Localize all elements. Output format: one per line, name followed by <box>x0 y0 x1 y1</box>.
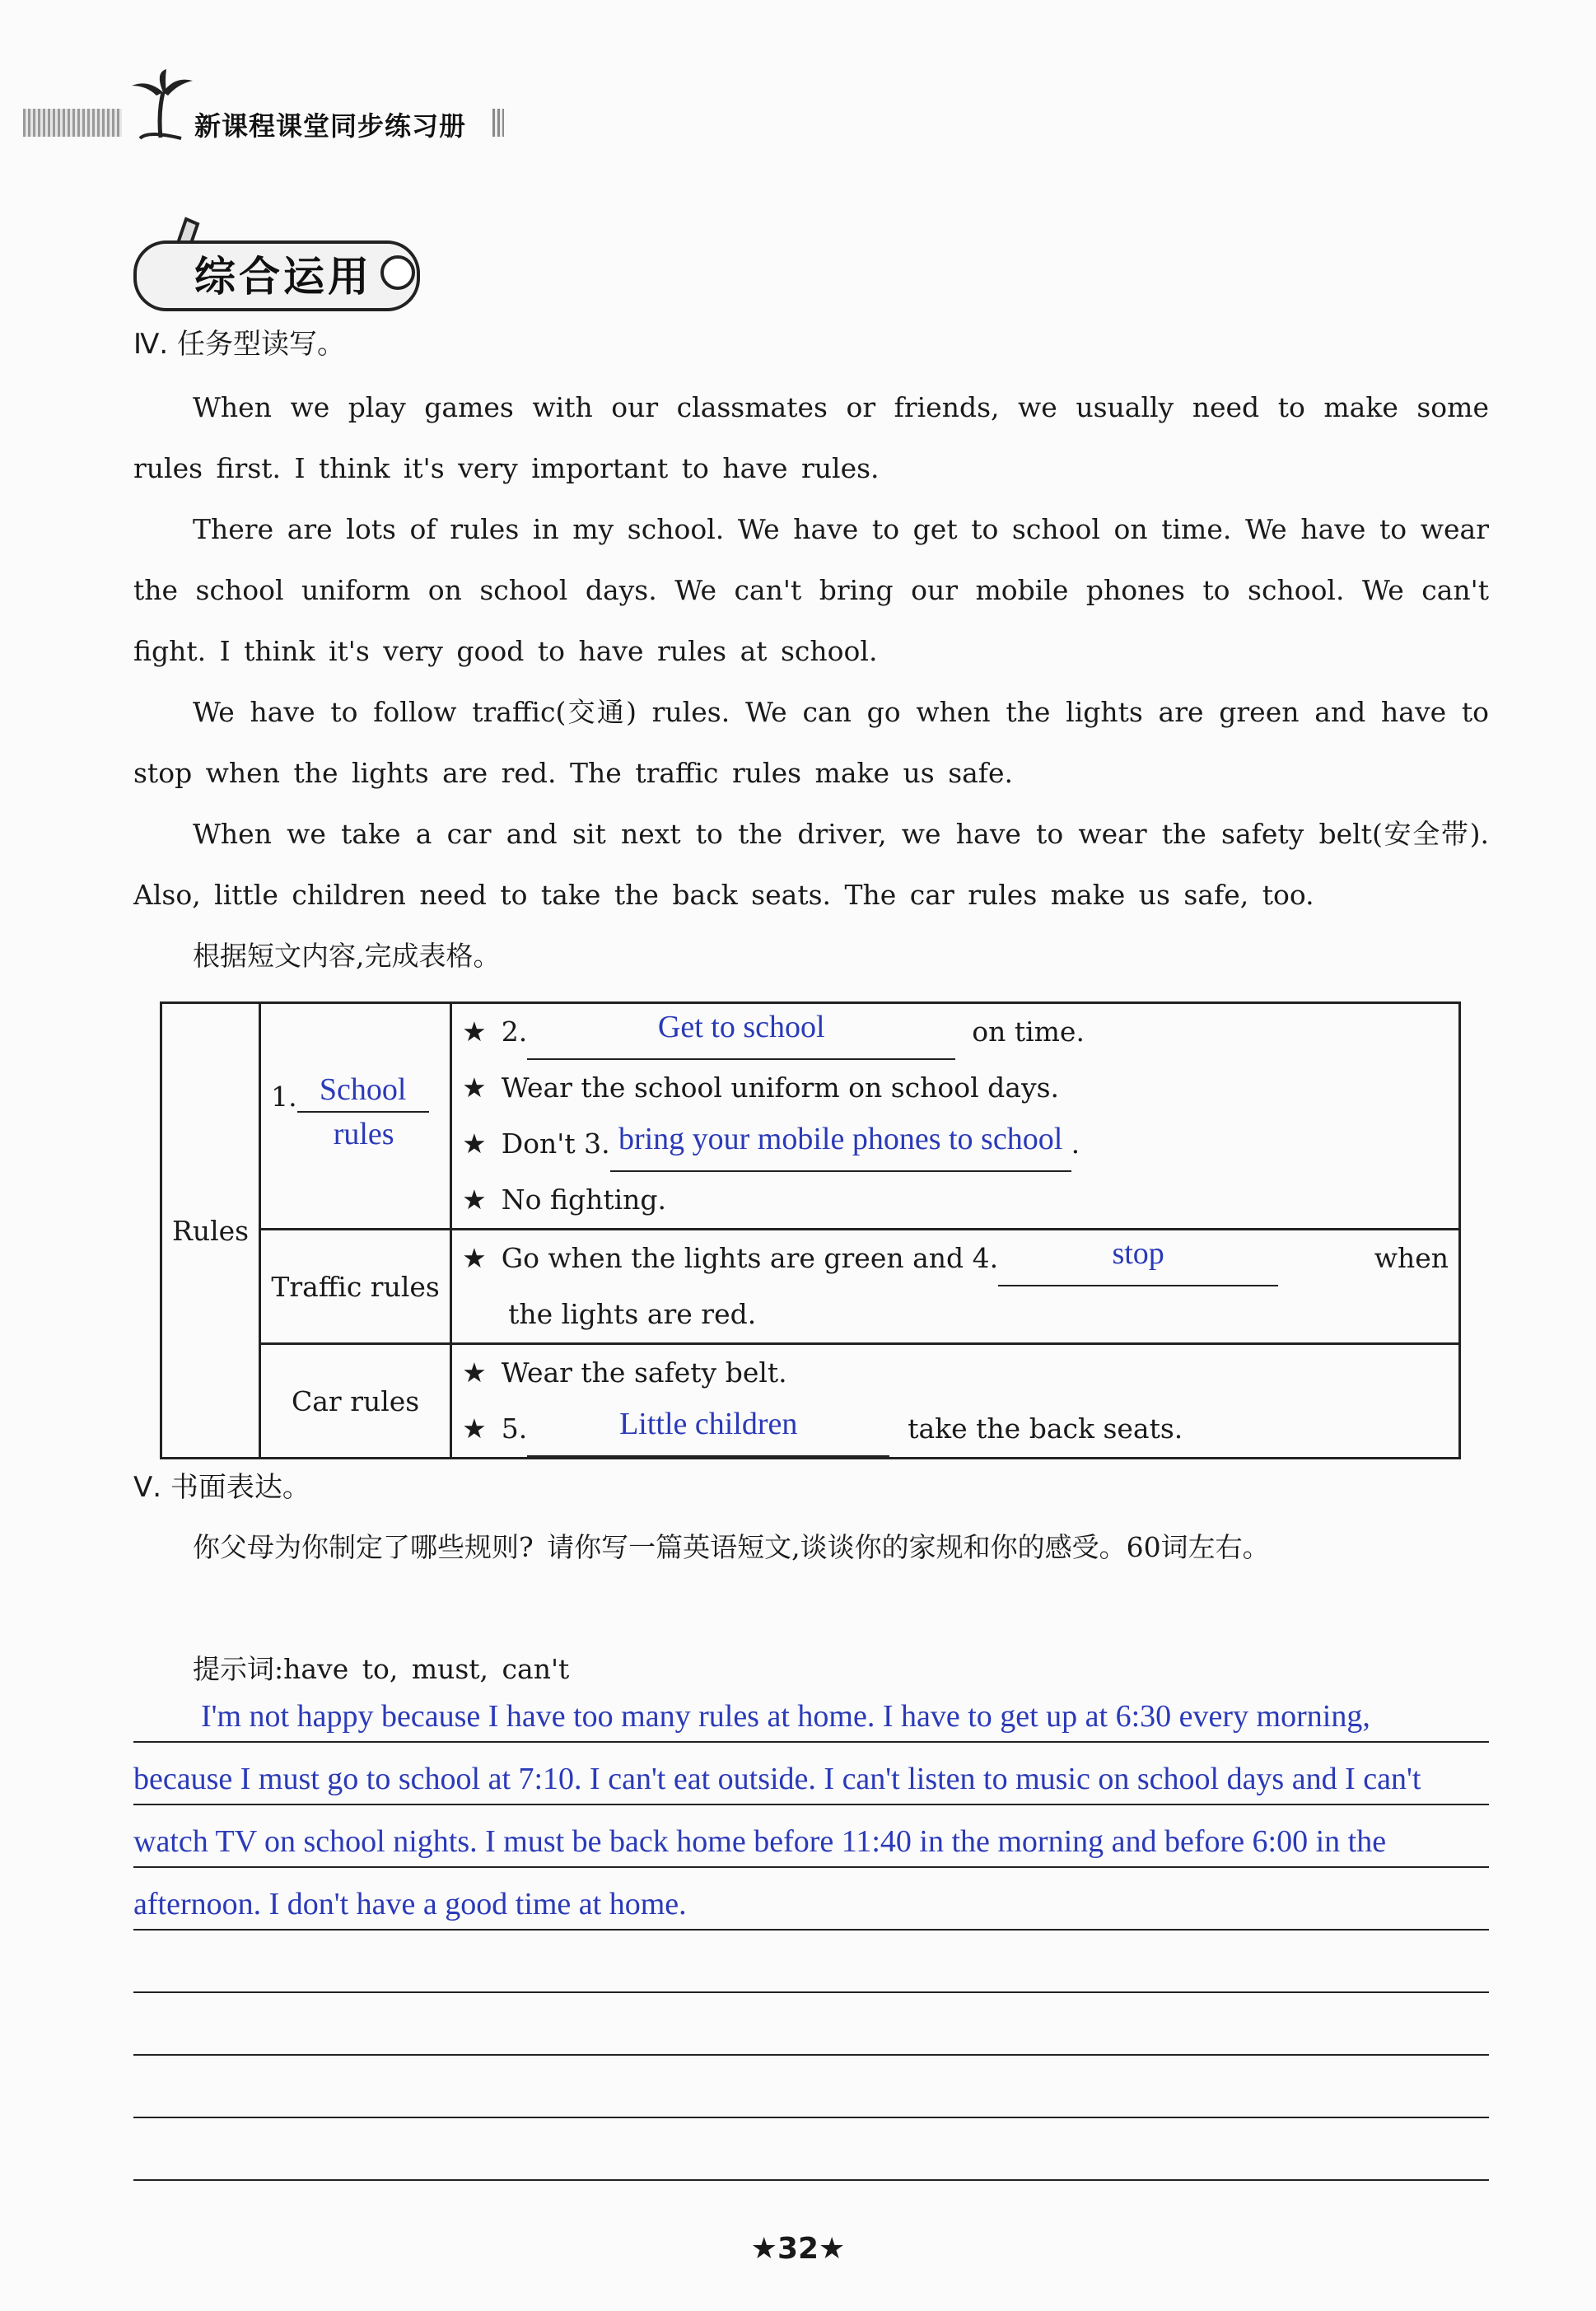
answer-1-line <box>297 1071 429 1113</box>
writing-line <box>133 2054 1489 2056</box>
writing-line <box>133 1929 1489 1931</box>
writing-line <box>133 1741 1489 1743</box>
traffic-rule-line2: the lights are red. <box>508 1298 757 1330</box>
palm-tree-icon <box>124 68 198 142</box>
car-rule-belt: ★ Wear the safety belt. <box>462 1356 787 1389</box>
writing-line <box>133 1866 1489 1868</box>
writing-line <box>133 1804 1489 1805</box>
answer-3: bring your mobile phones to school <box>618 1122 1063 1156</box>
school-rule-3: ★ Don't 3. bring your mobile phones to school . <box>462 1116 1449 1172</box>
car-rules-cell <box>451 1344 1460 1459</box>
school-rule-2: ★ 2. Get to school on time. <box>462 1004 1449 1060</box>
essay-line-4: afternoon. I don't have a good time at home. <box>133 1887 687 1921</box>
writing-line <box>133 2179 1489 2181</box>
part5-prompt: 你父母为你制定了哪些规则? 请你写一篇英语短文,谈谈你的家规和你的感受。60词左右。 <box>193 1531 1270 1563</box>
school-rules-cell <box>260 1003 451 1230</box>
answer-4: stop <box>1112 1236 1164 1271</box>
paragraph-1: When we play games with our classmates or friends, we usually need to make some rules first. I think it's very important to have rules. <box>133 391 1489 484</box>
traffic-rule-4: ★ Go when the lights are green and 4. stop when <box>462 1230 1449 1286</box>
traffic-rules-cell <box>451 1230 1460 1344</box>
essay-line-2: because I must go to school at 7:10. I can't eat outside. I can't listen to music on school days and I can't <box>133 1762 1421 1796</box>
table-instruction: 根据短文内容,完成表格。 <box>193 940 501 972</box>
car-rules-label: Car rules <box>260 1344 451 1459</box>
page-number: ★32★ <box>750 2232 846 2266</box>
header-decoration <box>23 109 122 137</box>
school-rules-list <box>451 1003 1460 1230</box>
writing-line <box>133 1991 1489 1993</box>
school-rule-uniform: ★ Wear the school uniform on school days. <box>462 1071 1060 1104</box>
answer-2: Get to school <box>657 1010 825 1044</box>
part4-title: Ⅳ. 任务型读写。 <box>133 328 345 361</box>
rules-label: Rules <box>161 1003 260 1459</box>
traffic-rules-label: Traffic rules <box>260 1230 451 1344</box>
car-rule-5: ★ 5. Little children take the back seats. <box>462 1401 1449 1457</box>
rules-table <box>160 1001 1461 1459</box>
section-banner-title: 综合运用 <box>194 253 372 301</box>
answer-5: Little children <box>619 1407 798 1441</box>
essay-line-1: I'm not happy because I have too many rules at home. I have to get up at 6:30 every morning, <box>201 1699 1370 1734</box>
banner-circle-icon <box>380 255 415 290</box>
writing-line <box>133 2117 1489 2118</box>
answer-4-line <box>998 1236 1278 1286</box>
essay-line-3: watch TV on school nights. I must be back home before 11:40 in the morning and before 6:00 in the <box>133 1824 1387 1859</box>
answer-1b: rules <box>333 1116 394 1151</box>
school-rule-fighting: ★ No fighting. <box>462 1184 667 1216</box>
header-decoration-end <box>492 109 504 137</box>
paragraph-2: There are lots of rules in my school. We have to get to school on time. We have to wear the school uniform on school days. We can't bring our mobile phones to school. We can't fight. I think it's very good to have rules at school. <box>133 513 1489 667</box>
part5-hint: 提示词:have to, must, can't <box>193 1653 570 1685</box>
answer-1a: School <box>319 1071 407 1107</box>
paragraph-4: When we take a car and sit next to the driver, we have to wear the safety belt(安全带). Also, little children need to take the back seats. The car rules make us safe, too. <box>133 818 1489 911</box>
paragraph-3: We have to follow traffic(交通) rules. We can go when the lights are green and have to stop when the lights are red. The traffic rules make us safe. <box>133 696 1489 789</box>
book-title: 新课程课堂同步练习册 <box>194 110 467 142</box>
part5-title: Ⅴ. 书面表达。 <box>133 1471 310 1504</box>
school-prefix: 1. <box>271 1080 297 1113</box>
